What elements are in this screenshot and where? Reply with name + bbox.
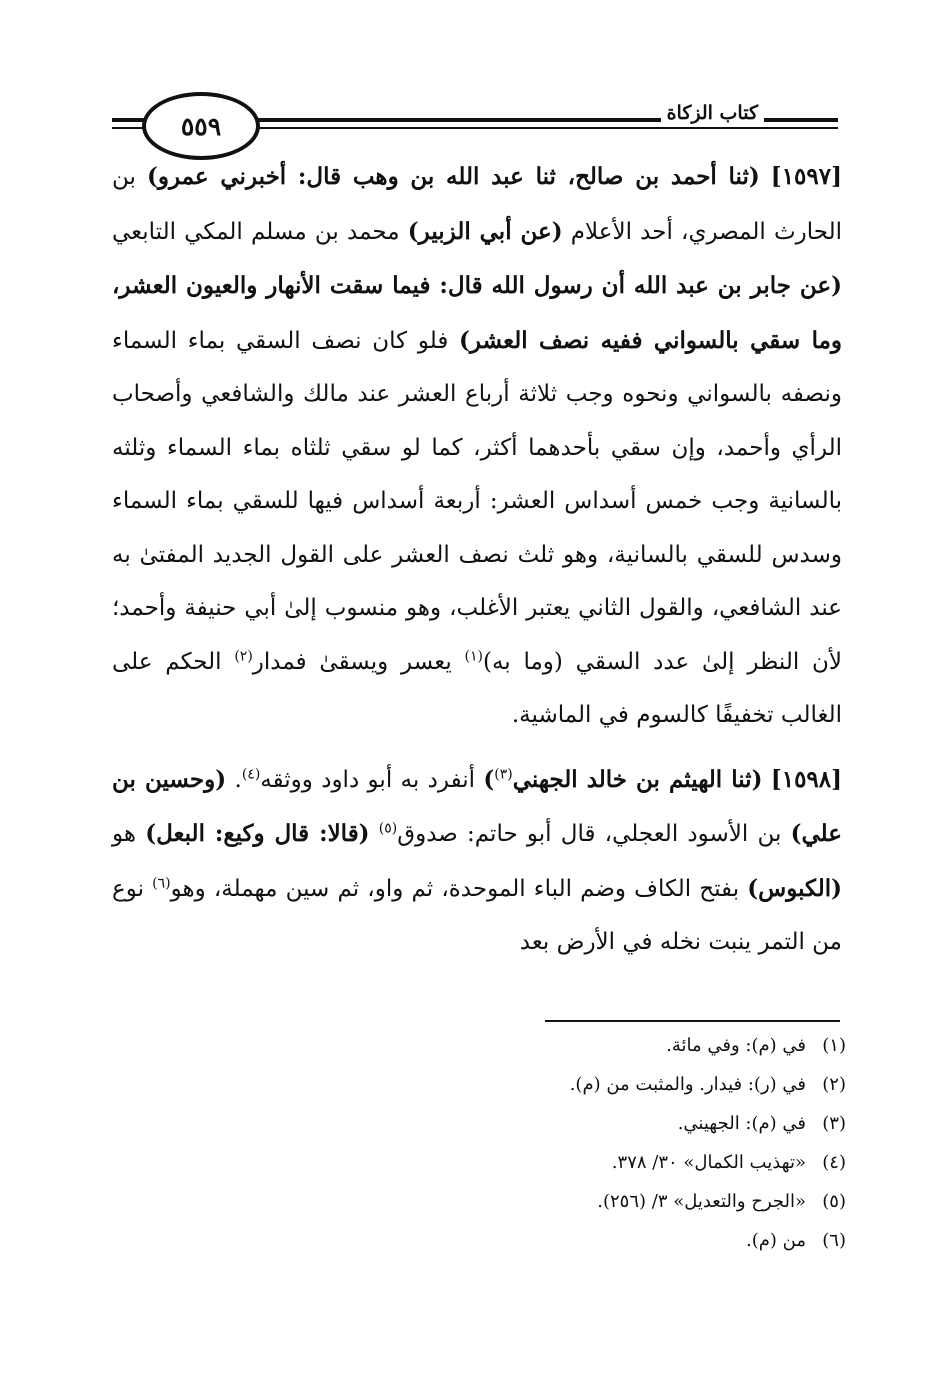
footnote-ref-1[interactable]: (١) [464, 647, 483, 664]
footnote-item [326, 1065, 846, 1104]
hadith-chain: (ثنا الهيثم بن خالد الجهني [512, 765, 763, 793]
footnote-separator [545, 1020, 840, 1022]
commentary [370, 821, 379, 847]
commentary: بن الأسود العجلي، قال أبو حاتم: صدوق [397, 821, 791, 847]
footnote-number: (٥) [822, 1191, 846, 1212]
commentary: أنفرد به أبو داود ووثقه [260, 766, 484, 793]
commentary: محمد بن مسلم المكي التابعي [112, 218, 408, 245]
commentary: فلو كان نصف السقي بماء السماء ونصفه بالسواني ونحوه وجب ثلاثة أرباع العشر عند مالك والشافعي وأصحاب الرأي وأحمد، وإن سقي بأحدهما أكثر، كما لو سقي ثلثاه بماء السماء وثلثه بالسانية وجب خمس أسداس العشر: أربعة أسداس فيها للسقي بماء السماء وسدس للسقي بالسانية، وهو ثلث نصف العشر على القول الجديد المفتىٰ به عند الشافعي، والقول الثاني يعتبر الأغلب، وهو منسوب إلىٰ أبي حنيفة وأحمد؛ لأن النظر إلىٰ عدد السقي (وما به) [112, 327, 842, 675]
footnote-item [326, 1143, 846, 1182]
main-text [112, 150, 842, 970]
footnote-ref-2[interactable]: (٢) [234, 647, 253, 664]
footnote-ref-6[interactable]: (٦) [152, 874, 171, 891]
hadith-chain: ) [483, 765, 495, 793]
footnotes [326, 1026, 846, 1260]
commentary: هو [112, 821, 146, 847]
commentary: بفتح الكاف وضم الباء الموحدة، ثم واو، ثم سين مهملة، وهو [170, 875, 748, 902]
footnote-text: «تهذيب الكمال» ٣٠/ ٣٧٨. [611, 1152, 806, 1173]
commentary: الحكم على الغالب تخفيفًا كالسوم في الماشية. [112, 648, 842, 728]
hadith-number: [١٥٩٧] [770, 163, 842, 190]
footnote-item [326, 1221, 846, 1260]
footnote-text: في (م): وفي مائة. [666, 1035, 806, 1056]
commentary: نوع من التمر ينبت نخله في الأرض بعد [112, 875, 842, 955]
book-title: كتاب الزكاة [661, 102, 764, 124]
footnote-number: (٢) [822, 1074, 846, 1095]
footnote-ref-4[interactable]: (٤) [241, 765, 261, 782]
page-number: ٥٥٩ [142, 92, 260, 160]
header-rule-right-thin [252, 127, 838, 129]
footnote-item [326, 1104, 846, 1143]
footnote-item [326, 1182, 846, 1221]
footnote-number: (١) [822, 1035, 846, 1056]
footnote-text: في (م): الجهيني. [677, 1113, 806, 1134]
commentary: بن الحارث المصري، أحد الأعلام [112, 164, 843, 245]
footnote-number: (٦) [822, 1230, 846, 1251]
footnote-text: في (ر): فيدار. والمثبت من (م). [569, 1074, 806, 1095]
footnote-text: من (م). [746, 1230, 806, 1251]
footnote-number: (٤) [822, 1152, 846, 1173]
hadith-text: (عن جابر بن عبد الله أن رسول الله قال: فيما سقت الأنهار والعيون العشر، وما سقي بالسواني ففيه نصف العشر) [112, 272, 843, 354]
commentary: . [226, 766, 242, 793]
footnote-ref-3[interactable]: (٣) [494, 765, 513, 782]
footnote-number: (٣) [822, 1113, 846, 1134]
paragraph-1598 [112, 753, 842, 970]
paragraph-1597 [112, 150, 842, 743]
hadith-number: [١٥٩٨] [770, 765, 843, 793]
hadith-term: (الكبوس) [747, 874, 842, 902]
footnote-text: «الجرح والتعديل» ٣/ (٢٥٦). [597, 1191, 806, 1212]
commentary: يعسر ويسقىٰ فمدار [252, 648, 465, 675]
hadith-chain: (وحسين بن علي) [112, 765, 843, 847]
hadith-chain: (قالا: قال وكيع: البعل) [145, 820, 370, 847]
footnote-item [326, 1026, 846, 1065]
hadith-chain: (ثنا أحمد بن صالح، ثنا عبد الله بن وهب قال: أخبرني عمرو) [146, 163, 760, 190]
footnote-ref-5[interactable]: (٥) [378, 820, 398, 837]
hadith-chain: (عن أبي الزبير) [407, 217, 563, 245]
